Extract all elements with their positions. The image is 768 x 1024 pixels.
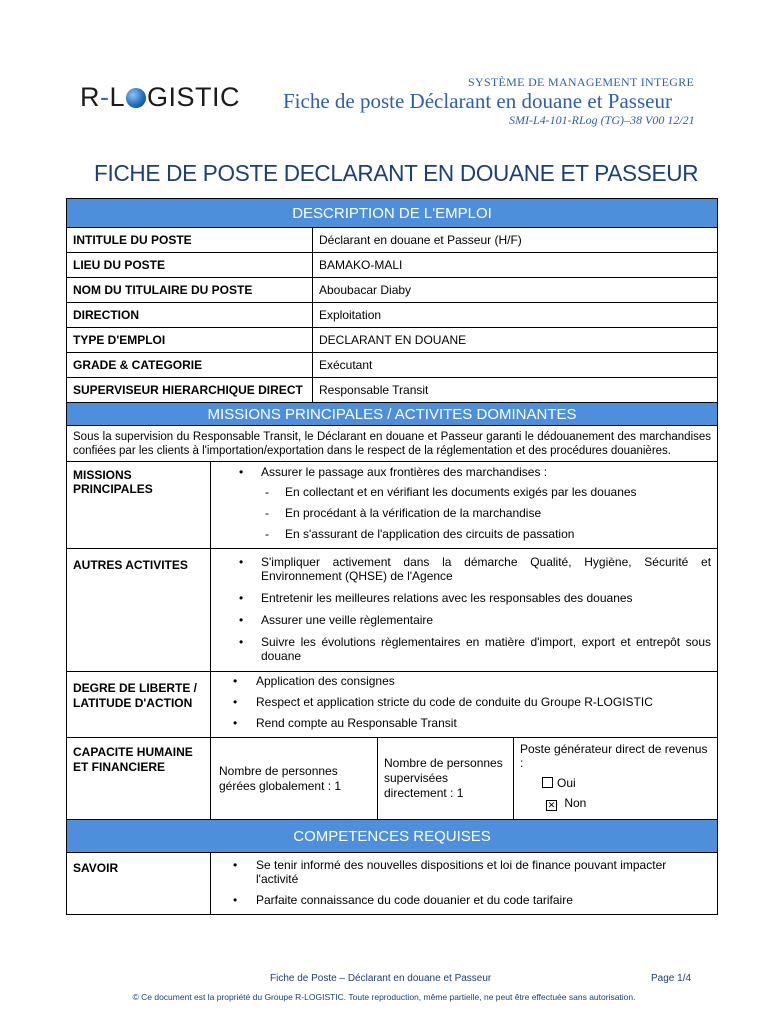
logo-text-gistic: GISTIC (147, 82, 241, 112)
company-logo (80, 82, 240, 113)
row-value: Aboubacar Diaby (313, 278, 718, 303)
row-label: LIEU DU POSTE (67, 253, 313, 278)
oui-checkbox[interactable] (542, 777, 553, 788)
logo-text-r: R (80, 82, 100, 112)
table-row (67, 549, 718, 672)
non-option (546, 796, 711, 811)
copyright-notice: © Ce document est la propriété du Groupe R-LOGISTIC. Toute reproduction, même partielle, ne peut être effectuée sans autorisation. (132, 992, 636, 1002)
row-label: GRADE & CATEGORIE (67, 353, 313, 378)
logo-text-l: L (109, 82, 126, 112)
row-value: DECLARANT EN DOUANE (313, 328, 718, 353)
table-row (67, 278, 718, 303)
row-label: DIRECTION (67, 303, 313, 328)
capacite-label: CAPACITE HUMAINE ET FINANCIERE (67, 738, 211, 820)
list-item: • Entretenir les meilleures relations avec les responsables des douanes (211, 591, 711, 605)
savoir-content (211, 853, 718, 915)
row-label: SUPERVISEUR HIERARCHIQUE DIRECT (67, 378, 313, 403)
row-label: NOM DU TITULAIRE DU POSTE (67, 278, 313, 303)
missions-table (66, 402, 718, 915)
logo-dash: - (100, 82, 110, 112)
degre-content (211, 672, 718, 738)
list-item: • Se tenir informé des nouvelles dispositions et loi de finance pouvant impacter l'activité (211, 858, 711, 886)
list-item: - En collectant et en vérifiant les documents exigés par les douanes (211, 485, 711, 499)
degre-label: DEGRE DE LIBERTE / LATITUDE D'ACTION (67, 672, 211, 738)
non-checkbox[interactable]: ✕ (547, 800, 556, 810)
capacite-supervisees: Nombre de personnes supervisées directement : 1 (378, 738, 514, 820)
table-row (67, 672, 718, 738)
header-title: Fiche de poste Déclarant en douane et Passeur (283, 89, 672, 113)
list-item: • Parfaite connaissance du code douanier et du code tarifaire (211, 893, 711, 907)
list-item: • Assurer le passage aux frontières des marchandises : (211, 465, 711, 479)
system-label: SYSTÈME DE MANAGEMENT INTEGRE (468, 75, 695, 89)
list-item: - En procédant à la vérification de la marchandise (211, 506, 711, 520)
capacite-geres: Nombre de personnes gérées globalement : 1 (211, 738, 378, 820)
missions-intro: Sous la supervision du Responsable Transit, le Déclarant en douane et Passeur garanti le dédouanement des marchandises confiées par les clients à l'importation/exportation dans le respect de la réglementation et des procédures douanières. (67, 426, 718, 462)
list-item: - En s'assurant de l'application des circuits de passation (211, 527, 711, 541)
table-row (67, 462, 718, 549)
document-reference: SMI-L4-101-RLog (TG)–38 V00 12/21 (509, 113, 695, 127)
revenus-label: Poste générateur direct de revenus : (520, 742, 708, 770)
list-item: • Suivre les évolutions règlementaires en matière d'import, export et entrepôt sous douane (211, 635, 711, 663)
table-row (67, 228, 718, 253)
autres-label: AUTRES ACTIVITES (67, 549, 211, 672)
missions-content (211, 462, 718, 549)
row-value: Déclarant en douane et Passeur (H/F) (313, 228, 718, 253)
document-title: FICHE DE POSTE DECLARANT EN DOUANE ET PASSEUR (94, 160, 699, 186)
non-label: Non (564, 796, 587, 810)
row-value: Exploitation (313, 303, 718, 328)
list-item: • Respect et application stricte du code de conduite du Groupe R-LOGISTIC (211, 695, 711, 709)
table-row (67, 328, 718, 353)
list-item: • S'impliquer activement dans la démarche Qualité, Hygiène, Sécurité et Environnement (QHSE) de l'Agence (211, 555, 711, 583)
list-item: • Rend compte au Responsable Transit (211, 716, 711, 730)
page-number: Page 1/4 (651, 973, 692, 984)
footer-title: Fiche de Poste – Déclarant en douane et Passeur (270, 973, 492, 984)
oui-option (542, 776, 711, 790)
description-table (66, 198, 718, 403)
job-sheet (66, 198, 717, 915)
table-row (67, 253, 718, 278)
table-row (67, 303, 718, 328)
row-label: INTITULE DU POSTE (67, 228, 313, 253)
list-item: • Assurer une veille règlementaire (211, 613, 711, 627)
section-heading-missions: MISSIONS PRINCIPALES / ACTIVITES DOMINANTES (67, 403, 718, 426)
row-value: BAMAKO-MALI (313, 253, 718, 278)
row-value: Exécutant (313, 353, 718, 378)
revenus-cell (514, 738, 718, 820)
table-row (67, 353, 718, 378)
list-item: • Application des consignes (211, 674, 711, 688)
autres-content (211, 549, 718, 672)
oui-label: Oui (557, 776, 576, 790)
table-row (67, 738, 718, 820)
table-row (67, 853, 718, 915)
table-row (67, 378, 718, 403)
globe-icon (126, 88, 146, 108)
missions-label: MISSIONS PRINCIPALES (67, 462, 211, 549)
row-value: Responsable Transit (313, 378, 718, 403)
savoir-label: SAVOIR (67, 853, 211, 915)
section-heading-description: DESCRIPTION DE L'EMPLOI (67, 199, 718, 228)
row-label: TYPE D'EMPLOI (67, 328, 313, 353)
section-heading-competences: COMPETENCES REQUISES (67, 820, 718, 853)
